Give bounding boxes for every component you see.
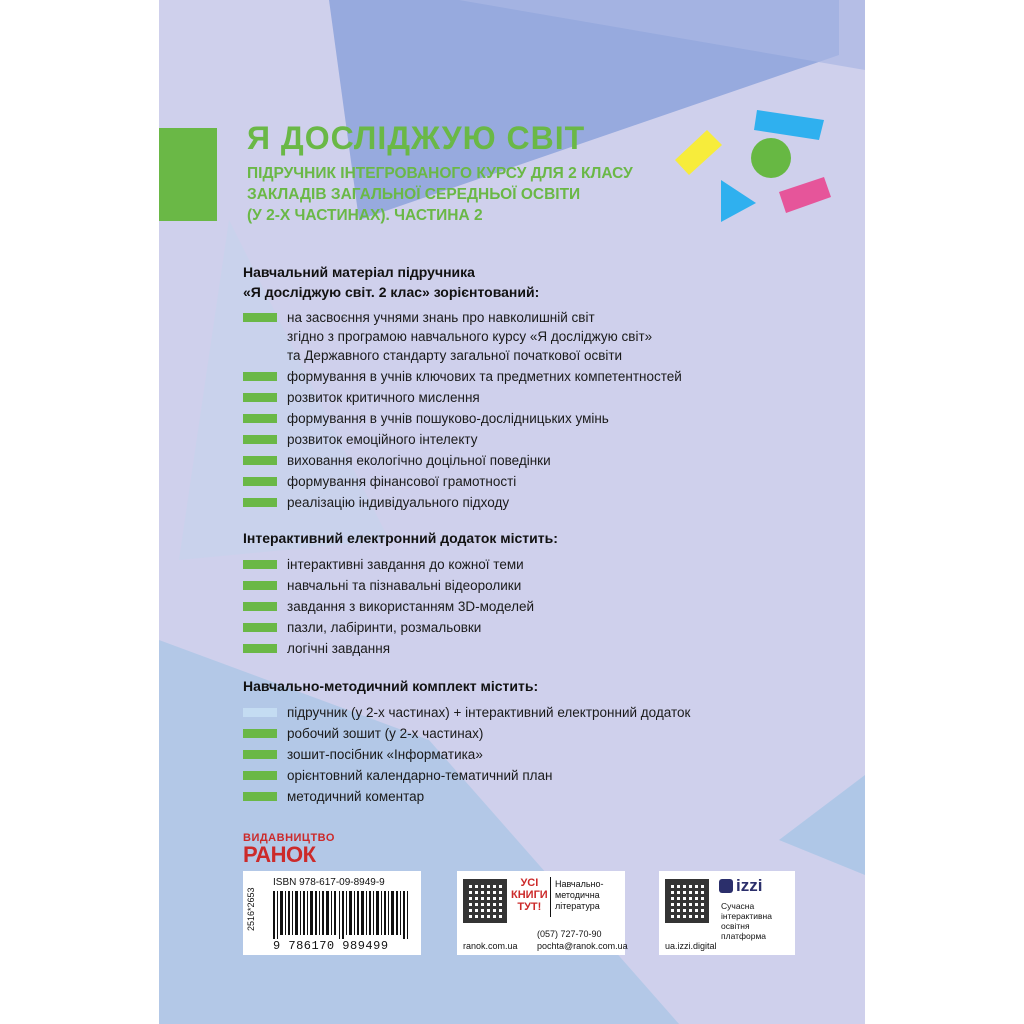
promo-line: ТУТ! [517, 901, 542, 913]
list-item-text: навчальні та пізнавальні відеоролики [287, 578, 522, 593]
list-item-text: пазли, лабіринти, розмальовки [287, 620, 482, 635]
izzi-website: ua.izzi.digital [665, 941, 717, 951]
bullet-bar [243, 792, 277, 801]
pink-bar-shape [779, 177, 831, 213]
publisher-name: РАНОК [243, 842, 316, 867]
section-interactive-app [243, 528, 558, 660]
side-code: 2516*2653 [246, 887, 256, 931]
izzi-logo-icon [719, 879, 733, 893]
bullet-bar [243, 602, 277, 611]
list-item [243, 745, 690, 764]
book-subtitle [247, 163, 633, 226]
list-item-text: робочий зошит (у 2-х частинах) [287, 726, 484, 741]
section-methodical-kit [243, 676, 690, 808]
isbn-text: ISBN 978-617-09-8949-9 [273, 877, 385, 888]
ranok-email: pochta@ranok.com.ua [537, 941, 628, 951]
list-item [243, 766, 690, 785]
info-text [555, 879, 604, 912]
subtitle-line: ЗАКЛАДІВ ЗАГАЛЬНОЇ СЕРЕДНЬОЇ ОСВІТИ [247, 186, 581, 203]
publisher-small-label: ВИДАВНИЦТВО [243, 832, 335, 844]
bullet-bar [243, 435, 277, 444]
book-back-cover [159, 0, 865, 1024]
list-item-text: зошит-посібник «Інформатика» [287, 747, 483, 762]
list-item-text: та Державного стандарту загальної початкової освіти [287, 348, 623, 363]
list-item-text: орієнтовний календарно-тематичний план [287, 768, 553, 783]
list-item [243, 787, 690, 806]
bullet-bar [243, 729, 277, 738]
ranok-phone: (057) 727-70-90 [537, 929, 602, 939]
publisher-logo [243, 832, 335, 866]
qr-code-icon [463, 879, 507, 923]
info-line: Навчально- [555, 879, 604, 889]
list-item-text: розвиток критичного мислення [287, 390, 480, 405]
list-item-text: виховання екологічно доцільної поведінки [287, 453, 551, 468]
desc-line: Сучасна [721, 901, 755, 911]
list-item [243, 618, 558, 637]
barcode-icon [273, 891, 413, 939]
ranok-info-box [457, 871, 628, 955]
izzi-logo-text: izzi [736, 876, 763, 895]
bullet-bar [243, 313, 277, 322]
list-item-text: підручник (у 2-х частинах) + інтерактивний електронний додаток [287, 705, 691, 720]
promo-line: УСІ [520, 877, 539, 889]
barcode-box [243, 871, 421, 955]
list-item [243, 388, 682, 407]
list-item [243, 367, 682, 386]
bullet-bar [243, 644, 277, 653]
list-item [243, 703, 690, 722]
yellow-bar-shape [675, 130, 722, 175]
info-line: методична [555, 890, 600, 900]
book-title: Я ДОСЛІДЖУЮ СВІТ [247, 120, 586, 156]
list-item-text: завдання з використанням 3D-моделей [287, 599, 534, 614]
list-item-text: логічні завдання [287, 641, 391, 656]
green-accent-block [159, 128, 217, 221]
promo-line: КНИГИ [511, 889, 548, 901]
list-item-text: розвиток емоційного інтелекту [287, 432, 478, 447]
bullet-bar [243, 372, 277, 381]
list-item [243, 430, 682, 449]
list-item [243, 555, 558, 574]
bullet-bar [243, 414, 277, 423]
desc-line: освітня [721, 921, 750, 931]
list-item-text: формування в учнів ключових та предметних компетентностей [287, 369, 682, 384]
section-heading: «Я досліджую світ. 2 клас» зорієнтований: [243, 284, 540, 300]
cyan-bar-shape [754, 110, 824, 140]
list-item-text: на засвоєння учнями знань про навколишній світ [287, 310, 595, 325]
bullet-bar [243, 581, 277, 590]
list-item-text: інтерактивні завдання до кожної теми [287, 557, 524, 572]
desc-line: платформа [721, 931, 767, 941]
izzi-info-box [659, 871, 795, 955]
bullet-bar [243, 560, 277, 569]
bullet-bar [243, 750, 277, 759]
promo-text [511, 877, 548, 913]
list-item-text: методичний коментар [287, 789, 425, 804]
list-item-text: формування в учнів пошуково-дослідницьких умінь [287, 411, 609, 426]
qr-code-icon [665, 879, 709, 923]
section-heading: Навчально-методичний комплект містить: [243, 678, 539, 694]
list-item [243, 576, 558, 595]
ranok-website: ranok.com.ua [463, 941, 518, 951]
izzi-description [721, 901, 772, 941]
blue-triangle-right [779, 775, 865, 875]
barcode-digits: 9 786170 989499 [273, 939, 389, 953]
info-line: література [555, 901, 600, 911]
desc-line: інтерактивна [721, 911, 772, 921]
list-item [243, 409, 682, 428]
subtitle-line: ПІДРУЧНИК ІНТЕГРОВАНОГО КУРСУ ДЛЯ 2 КЛАСУ [247, 165, 633, 182]
list-item [243, 597, 558, 616]
section-heading: Навчальний матеріал підручника [243, 264, 475, 280]
bullet-bar [243, 623, 277, 632]
list-item [243, 724, 690, 743]
list-item-text: формування фінансової грамотності [287, 474, 517, 489]
bullet-bar [243, 477, 277, 486]
list-item-text: реалізацію індивідуального підходу [287, 495, 510, 510]
list-item-text: згідно з програмою навчального курсу «Я досліджую світ» [287, 329, 653, 344]
green-circle-shape [751, 138, 791, 178]
list-item [243, 451, 682, 470]
list-item [243, 308, 682, 365]
bullet-bar [243, 456, 277, 465]
cyan-triangle-shape [721, 180, 756, 222]
list-item [243, 493, 682, 512]
bullet-bar [243, 393, 277, 402]
subtitle-line: (У 2-Х ЧАСТИНАХ). ЧАСТИНА 2 [247, 207, 483, 224]
section-heading: Інтерактивний електронний додаток містить: [243, 530, 558, 546]
divider [550, 877, 551, 917]
list-item [243, 472, 682, 491]
bullet-bar [243, 498, 277, 507]
list-item [243, 639, 558, 658]
bullet-bar [243, 771, 277, 780]
bullet-bar [243, 708, 277, 717]
section-textbook-goals [243, 262, 682, 514]
